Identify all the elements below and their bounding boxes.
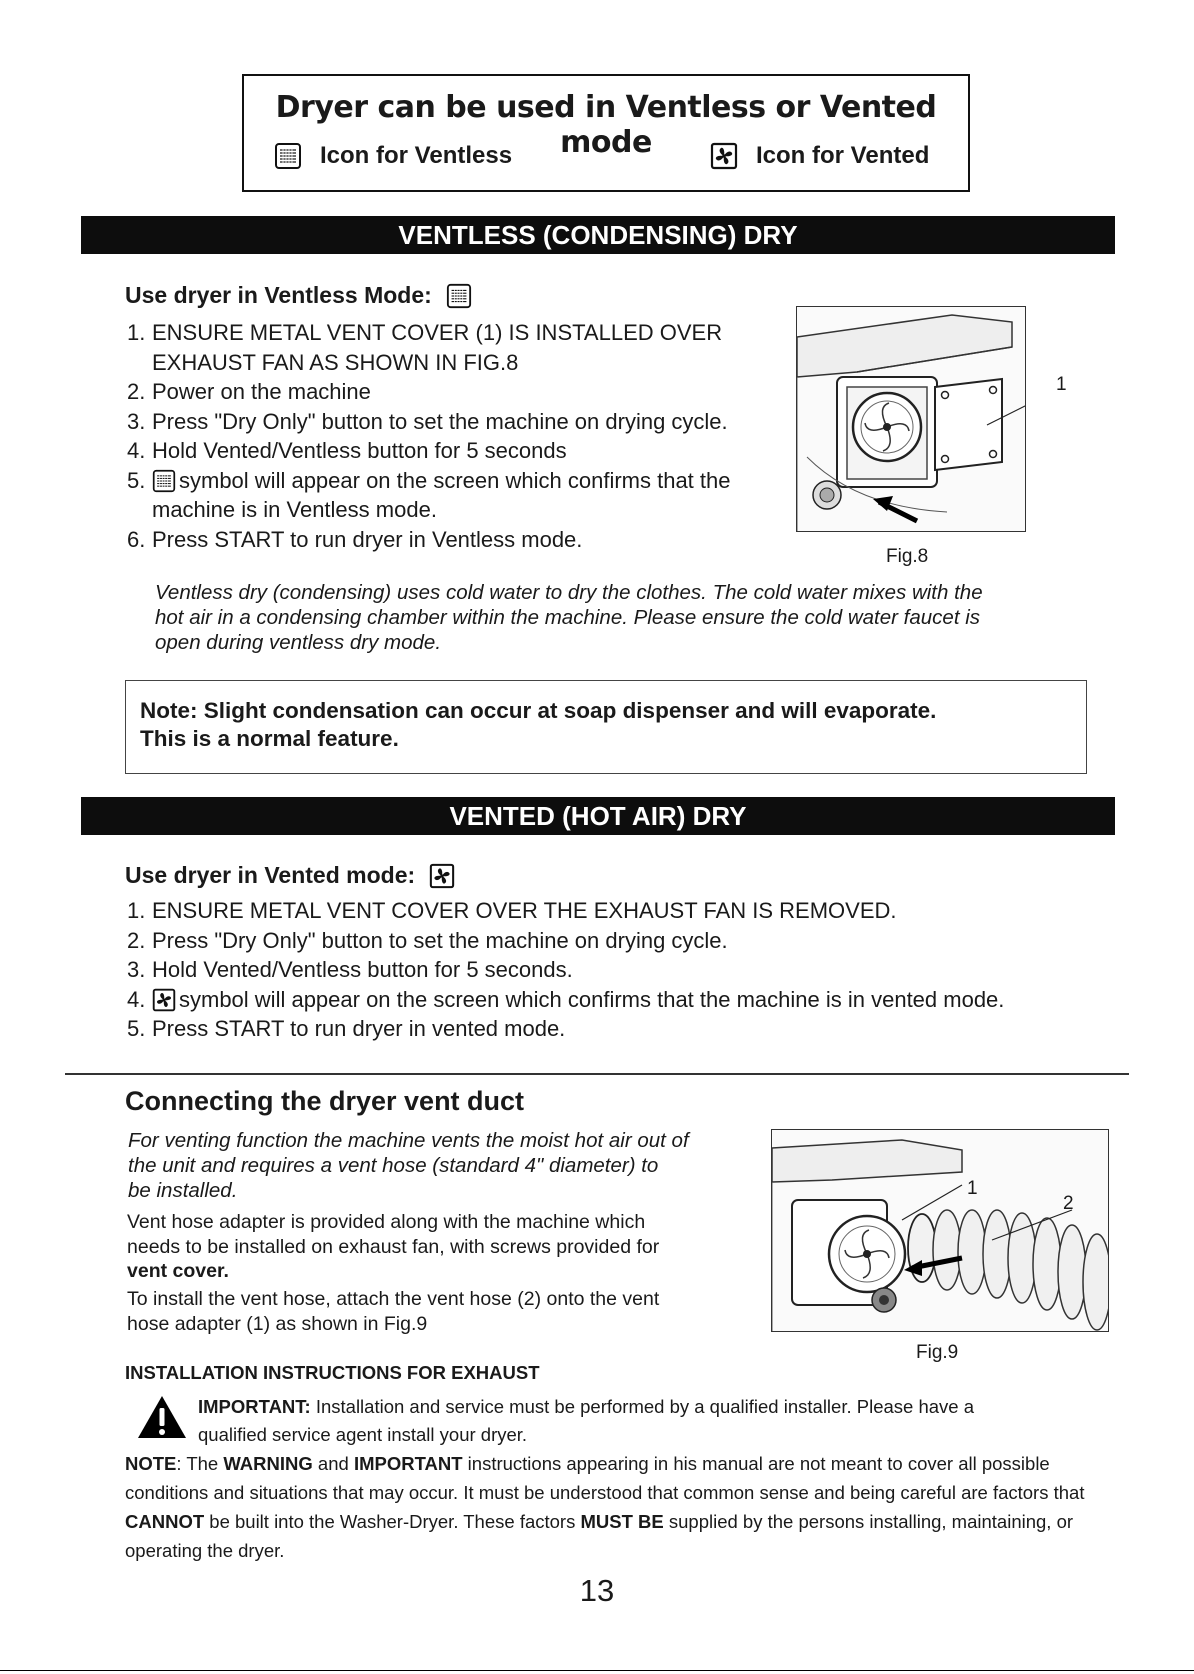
step-text: ENSURE METAL VENT COVER OVER THE EXHAUST FAN IS REMOVED. bbox=[152, 898, 897, 923]
list-item bbox=[127, 926, 1004, 956]
mode-info-box bbox=[242, 74, 970, 192]
step-text: Power on the machine bbox=[152, 379, 371, 404]
note-text: be built into the Washer-Dryer. These factors bbox=[204, 1511, 581, 1532]
ventless-italic-note bbox=[155, 580, 1095, 655]
condensation-note-text bbox=[140, 697, 936, 753]
figure-9-callout-1: 1 bbox=[967, 1178, 978, 1199]
note-line: Note: Slight condensation can occur at soap dispenser and will evaporate. bbox=[140, 698, 937, 723]
note-line: Ventless dry (condensing) uses cold water to dry the clothes. The cold water mixes with the bbox=[155, 581, 983, 604]
step-text: Press "Dry Only" button to set the machine on drying cycle. bbox=[152, 927, 728, 953]
step-text: Press START to run dryer in vented mode. bbox=[152, 1016, 566, 1041]
installation-title: INSTALLATION INSTRUCTIONS FOR EXHAUST bbox=[125, 1362, 540, 1383]
vented-fan-icon bbox=[710, 142, 738, 170]
warning-triangle-icon bbox=[136, 1394, 188, 1440]
ventless-legend-label: Icon for Ventless bbox=[320, 142, 513, 169]
list-item bbox=[127, 407, 730, 437]
step-number: 1. bbox=[127, 320, 146, 345]
install-hose-paragraph bbox=[127, 1287, 767, 1336]
vented-section-bar: VENTED (HOT AIR) DRY bbox=[81, 797, 1115, 835]
note-line: hot air in a condensing chamber within the machine. Please ensure the cold water faucet is bbox=[155, 606, 981, 629]
vented-heading bbox=[125, 862, 455, 889]
vent-cover-diagram bbox=[797, 307, 1026, 532]
intro-line: the unit and requires a vent hose (standard 4" diameter) to bbox=[128, 1154, 659, 1177]
figure-8-callout-1: 1 bbox=[1056, 374, 1067, 395]
step-number: 5. bbox=[127, 1016, 146, 1041]
list-item bbox=[127, 1014, 1004, 1044]
step-text: machine is in Ventless mode. bbox=[152, 497, 437, 522]
step-text: EXHAUST FAN AS SHOWN IN FIG.8 bbox=[152, 349, 519, 375]
figure-9-illustration bbox=[771, 1129, 1109, 1332]
paragraph-line: needs to be installed on exhaust fan, with screws provided for bbox=[127, 1235, 660, 1258]
ventless-legend bbox=[274, 142, 512, 170]
list-item bbox=[127, 495, 730, 525]
step-number: 3. bbox=[127, 408, 146, 434]
ventless-icon bbox=[274, 142, 302, 170]
ventless-section-bar: VENTLESS (CONDENSING) DRY bbox=[81, 216, 1115, 254]
important-label: IMPORTANT: bbox=[198, 1396, 311, 1417]
bottom-rule bbox=[0, 1670, 1194, 1671]
paragraph-line: To install the vent hose, attach the vent hose (2) onto the vent bbox=[127, 1288, 660, 1310]
note-text: and bbox=[312, 1453, 354, 1474]
list-item bbox=[127, 436, 730, 466]
step-text: ENSURE METAL VENT COVER (1) IS INSTALLED OVER bbox=[152, 320, 723, 345]
step-text: Hold Vented/Ventless button for 5 seconds bbox=[152, 438, 567, 463]
condensation-note-box bbox=[125, 680, 1087, 774]
vented-steps bbox=[127, 896, 1004, 1044]
step-number: 2. bbox=[127, 379, 146, 404]
paragraph-line: hose adapter (1) as shown in Fig.9 bbox=[127, 1312, 428, 1335]
important-line-2: qualified service agent install your dryer. bbox=[198, 1424, 528, 1445]
ventless-icon bbox=[446, 283, 472, 309]
vented-legend bbox=[710, 142, 929, 170]
list-item bbox=[127, 525, 730, 555]
vented-fan-icon bbox=[429, 863, 455, 889]
list-item bbox=[127, 318, 730, 348]
ventless-heading-text: Use dryer in Ventless Mode: bbox=[125, 282, 432, 308]
vent-hose-diagram bbox=[772, 1130, 1109, 1332]
mode-box-title: Dryer can be used in Ventless or Vented mode bbox=[275, 90, 937, 160]
note-text: instructions appearing in his manual are not meant to cover all possible conditions and situations that may occur. It must be understood that common sense and being careful are factors that bbox=[125, 1453, 1085, 1503]
ventless-steps bbox=[127, 318, 730, 554]
paragraph-line: Vent hose adapter is provided along with the machine which bbox=[127, 1211, 646, 1233]
list-item bbox=[127, 466, 730, 496]
list-item bbox=[127, 377, 730, 407]
note-cannot: CANNOT bbox=[125, 1511, 205, 1532]
step-text: symbol will appear on the screen which confirms that the machine is in vented mode. bbox=[179, 986, 1005, 1012]
note-line: This is a normal feature. bbox=[140, 726, 399, 751]
figure-9-callout-2: 2 bbox=[1063, 1193, 1074, 1214]
list-item bbox=[127, 348, 730, 378]
step-text: Hold Vented/Ventless button for 5 seconds. bbox=[152, 957, 573, 982]
step-number: 6. bbox=[127, 526, 146, 552]
note-important: IMPORTANT bbox=[353, 1453, 463, 1474]
ventless-heading bbox=[125, 282, 472, 309]
note-text: : The bbox=[176, 1453, 224, 1474]
list-item bbox=[127, 985, 1004, 1015]
list-item bbox=[127, 955, 1004, 985]
list-item bbox=[127, 896, 1004, 926]
step-text: symbol will appear on the screen which confirms that the bbox=[179, 467, 731, 493]
vented-heading-text: Use dryer in Vented mode: bbox=[125, 862, 416, 888]
figure-9-caption: Fig.9 bbox=[916, 1342, 959, 1363]
step-number: 4. bbox=[127, 986, 146, 1012]
note-text: supplied by the persons installing, maintaining, or operating the dryer. bbox=[125, 1511, 1074, 1561]
page-number: 13 bbox=[579, 1573, 615, 1608]
figure-8-caption: Fig.8 bbox=[886, 546, 929, 567]
note-label: NOTE bbox=[125, 1453, 177, 1474]
important-line bbox=[198, 1393, 1098, 1421]
installation-note-paragraph bbox=[125, 1449, 1105, 1565]
paragraph-line: vent cover. bbox=[127, 1260, 229, 1282]
intro-line: For venting function the machine vents the moist hot air out of bbox=[128, 1129, 689, 1152]
vented-legend-label: Icon for Vented bbox=[756, 142, 930, 169]
step-text: Press START to run dryer in Ventless mode. bbox=[152, 526, 583, 552]
step-number: 1. bbox=[127, 898, 146, 923]
connect-italic-intro bbox=[128, 1128, 768, 1203]
step-number: 2. bbox=[127, 927, 146, 953]
important-text: Installation and service must be performed by a qualified installer. Please have a bbox=[315, 1396, 974, 1417]
step-number: 3. bbox=[127, 957, 146, 982]
connect-section-title: Connecting the dryer vent duct bbox=[125, 1086, 525, 1116]
step-number: 5. bbox=[127, 467, 146, 493]
ventless-icon bbox=[152, 469, 176, 493]
section-divider bbox=[65, 1073, 1129, 1075]
figure-8-illustration bbox=[796, 306, 1026, 532]
note-line: open during ventless dry mode. bbox=[155, 631, 442, 654]
note-must-be: MUST BE bbox=[580, 1511, 664, 1532]
step-number: 4. bbox=[127, 438, 146, 463]
note-warning: WARNING bbox=[223, 1453, 313, 1474]
intro-line: be installed. bbox=[128, 1179, 238, 1202]
important-notice bbox=[198, 1393, 1098, 1449]
step-text: Press "Dry Only" button to set the machine on drying cycle. bbox=[152, 408, 728, 434]
vented-fan-icon bbox=[152, 988, 176, 1012]
adapter-paragraph bbox=[127, 1210, 767, 1284]
